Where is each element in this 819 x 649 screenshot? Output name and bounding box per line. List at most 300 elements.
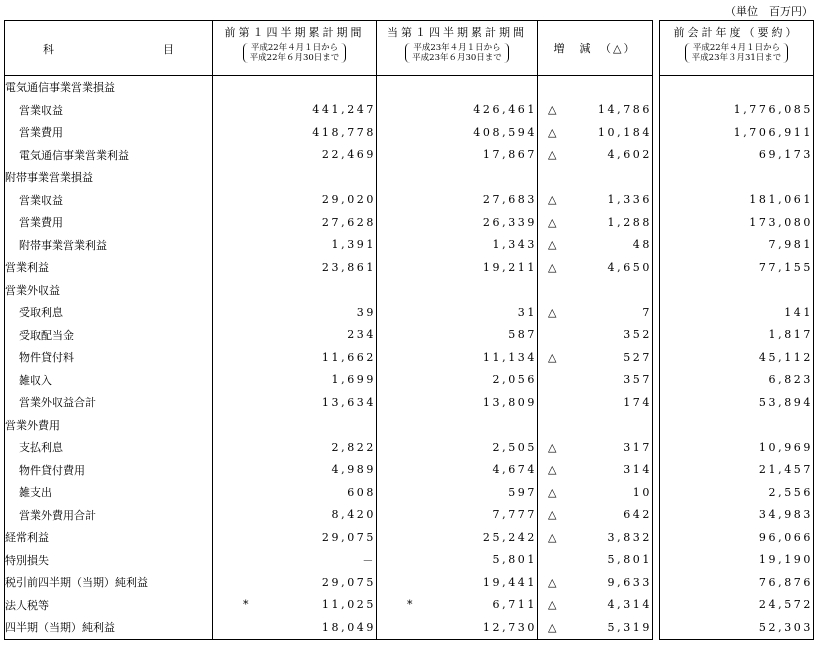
value-curr-period: 25,242: [482, 530, 537, 544]
cell-curr-period: [377, 481, 538, 504]
cell-prev-period: [213, 549, 377, 572]
column-gap: [653, 324, 660, 347]
row-label-text: 営業収益: [19, 193, 63, 207]
cell-prev-period: [213, 189, 377, 212]
cell-change: [538, 189, 653, 212]
value-prev-period: 23,861: [321, 260, 376, 274]
cell-fiscal-year: [660, 166, 814, 189]
cell-prev-period: [213, 459, 377, 482]
row-label-text: 税引前四半期（当期）純利益: [5, 576, 148, 590]
header-item: [5, 21, 213, 76]
value-curr-period: 12,730: [482, 620, 537, 634]
column-gap: [653, 256, 660, 279]
financial-statement-table: [4, 20, 814, 640]
cell-change: [538, 166, 653, 189]
cell-curr-period: [377, 436, 538, 459]
cell-change: [538, 594, 653, 617]
value-fiscal-year: 2,556: [768, 485, 813, 499]
value-prev-period: 1,699: [331, 373, 376, 387]
value-fiscal-year: 53,894: [758, 395, 813, 409]
value-fiscal-year: 76,876: [758, 575, 813, 589]
row-label-text: 営業外収益合計: [19, 396, 96, 410]
value-fiscal-year: 141: [784, 305, 813, 319]
value-change: 48: [632, 238, 652, 252]
cell-fiscal-year: [660, 301, 814, 324]
table-row: [5, 436, 814, 459]
row-label: [5, 369, 213, 392]
value-curr-period: 27,683: [482, 193, 537, 207]
column-gap: [653, 391, 660, 414]
value-prev-period: 608: [347, 485, 376, 499]
value-change: 357: [623, 373, 652, 387]
negative-marker: △: [548, 598, 557, 612]
value-curr-period: 6,711: [492, 598, 537, 612]
cell-fiscal-year: [660, 616, 814, 639]
value-change: 1,336: [607, 193, 652, 207]
row-label-text: 支払利息: [19, 441, 63, 455]
column-gap: [653, 549, 660, 572]
column-gap: [653, 616, 660, 639]
table-row: [5, 481, 814, 504]
cell-curr-period: [377, 459, 538, 482]
value-curr-period: 31: [517, 305, 537, 319]
row-label: [5, 436, 213, 459]
column-gap: [653, 526, 660, 549]
row-label: [5, 99, 213, 122]
cell-fiscal-year: [660, 459, 814, 482]
value-curr-period: 5,801: [492, 553, 537, 567]
negative-marker: △: [548, 485, 557, 499]
cell-prev-period: [213, 121, 377, 144]
cell-fiscal-year: [660, 504, 814, 527]
cell-curr-period: [377, 211, 538, 234]
value-curr-period: 19,441: [482, 575, 537, 589]
column-gap: [653, 481, 660, 504]
value-change: 9,633: [607, 575, 652, 589]
cell-curr-period: [377, 99, 538, 122]
column-gap: [653, 121, 660, 144]
value-prev-period: －: [362, 553, 376, 567]
row-label: [5, 459, 213, 482]
row-label: [5, 616, 213, 639]
value-change: 4,602: [607, 148, 652, 162]
value-fiscal-year: 52,303: [758, 620, 813, 634]
cell-change: [538, 526, 653, 549]
cell-change: [538, 414, 653, 437]
cell-prev-period: [213, 324, 377, 347]
header-change-title: 増 減 （△）: [553, 42, 637, 55]
table-row: [5, 234, 814, 257]
value-prev-period: 8,420: [331, 508, 376, 522]
cell-curr-period: [377, 189, 538, 212]
cell-change: [538, 504, 653, 527]
row-label: [5, 76, 213, 99]
cell-curr-period: [377, 234, 538, 257]
value-change: 10,184: [597, 125, 652, 139]
row-label-text: 営業外収益: [5, 283, 60, 297]
note-marker: *: [407, 598, 413, 612]
negative-marker: △: [548, 305, 557, 319]
header-curr-title: 当第１四半期累計期間: [387, 26, 527, 39]
cell-curr-period: [377, 256, 538, 279]
row-label-text: 法人税等: [5, 598, 49, 612]
value-prev-period: 29,075: [321, 575, 376, 589]
table-row: [5, 99, 814, 122]
value-prev-period: 11,662: [321, 350, 376, 364]
value-prev-period: 29,075: [321, 530, 376, 544]
header-fy-from: 平成22年４月１日から: [692, 43, 781, 53]
cell-fiscal-year: [660, 526, 814, 549]
header-curr-to: 平成23年６月30日まで: [412, 53, 502, 63]
cell-curr-period: [377, 549, 538, 572]
column-gap: [653, 211, 660, 234]
negative-marker: △: [548, 125, 557, 139]
row-label: [5, 279, 213, 302]
row-label: [5, 189, 213, 212]
row-label-text: 四半期（当期）純利益: [5, 621, 115, 635]
cell-fiscal-year: [660, 189, 814, 212]
row-label-text: 営業費用: [19, 216, 63, 230]
cell-fiscal-year: [660, 549, 814, 572]
cell-prev-period: [213, 144, 377, 167]
row-label: [5, 144, 213, 167]
table-row: [5, 391, 814, 414]
table-row: [5, 144, 814, 167]
value-fiscal-year: 10,969: [758, 440, 813, 454]
value-change: 527: [623, 350, 652, 364]
table-row: [5, 211, 814, 234]
row-label-text: 営業外費用合計: [19, 508, 96, 522]
cell-change: [538, 256, 653, 279]
header-item-moku: 目: [163, 43, 174, 56]
header-prev-period: [213, 21, 377, 76]
cell-fiscal-year: [660, 234, 814, 257]
value-change: 4,314: [607, 598, 652, 612]
value-curr-period: 4,674: [492, 463, 537, 477]
value-change: 10: [632, 485, 652, 499]
value-prev-period: 11,025: [321, 598, 376, 612]
row-label: [5, 324, 213, 347]
value-curr-period: 408,594: [473, 125, 537, 139]
cell-prev-period: [213, 526, 377, 549]
header-curr-period: [377, 21, 538, 76]
cell-fiscal-year: [660, 436, 814, 459]
value-curr-period: 1,343: [492, 238, 537, 252]
cell-change: [538, 144, 653, 167]
row-label-text: 電気通信事業営業利益: [19, 148, 129, 162]
table-row: [5, 301, 814, 324]
value-fiscal-year: 96,066: [758, 530, 813, 544]
value-fiscal-year: 69,173: [758, 148, 813, 162]
value-prev-period: 4,989: [331, 463, 376, 477]
value-fiscal-year: 34,983: [758, 508, 813, 522]
value-fiscal-year: 1,776,085: [733, 103, 813, 117]
table-row: [5, 571, 814, 594]
cell-fiscal-year: [660, 256, 814, 279]
cell-change: [538, 76, 653, 99]
cell-fiscal-year: [660, 279, 814, 302]
row-label-text: 営業利益: [5, 261, 49, 275]
row-label: [5, 166, 213, 189]
cell-prev-period: [213, 279, 377, 302]
value-curr-period: 11,134: [482, 350, 537, 364]
value-curr-period: 19,211: [482, 260, 537, 274]
cell-change: [538, 346, 653, 369]
table-row: [5, 414, 814, 437]
row-label-text: 営業収益: [19, 103, 63, 117]
header-fy-title: 前会計年度（要約）: [673, 26, 800, 39]
row-label-text: 物件貸付料: [19, 351, 74, 365]
cell-prev-period: [213, 346, 377, 369]
cell-prev-period: [213, 234, 377, 257]
value-change: 314: [623, 463, 652, 477]
negative-marker: △: [548, 148, 557, 162]
value-change: 4,650: [607, 260, 652, 274]
cell-fiscal-year: [660, 414, 814, 437]
cell-change: [538, 99, 653, 122]
value-change: 5,319: [607, 620, 652, 634]
value-change: 317: [623, 440, 652, 454]
cell-fiscal-year: [660, 594, 814, 617]
cell-fiscal-year: [660, 76, 814, 99]
negative-marker: △: [548, 440, 557, 454]
value-fiscal-year: 173,080: [749, 215, 813, 229]
row-label: [5, 414, 213, 437]
table-row: [5, 594, 814, 617]
value-prev-period: 18,049: [321, 620, 376, 634]
value-change: 14,786: [597, 103, 652, 117]
row-label: [5, 481, 213, 504]
row-label: [5, 571, 213, 594]
header-fy-range: [685, 43, 789, 63]
value-prev-period: 418,778: [312, 125, 376, 139]
value-prev-period: 234: [347, 328, 376, 342]
cell-change: [538, 211, 653, 234]
header-prev-title: 前第１四半期累計期間: [224, 26, 365, 39]
column-gap: [653, 346, 660, 369]
cell-prev-period: [213, 256, 377, 279]
value-fiscal-year: 181,061: [749, 193, 813, 207]
row-label-text: 電気通信事業営業損益: [5, 81, 115, 95]
negative-marker: △: [548, 350, 557, 364]
column-gap: [653, 21, 660, 76]
table-row: [5, 166, 814, 189]
cell-prev-period: [213, 616, 377, 639]
cell-change: [538, 324, 653, 347]
cell-fiscal-year: [660, 144, 814, 167]
column-gap: [653, 571, 660, 594]
cell-curr-period: [377, 279, 538, 302]
row-label: [5, 121, 213, 144]
value-fiscal-year: 6,823: [768, 373, 813, 387]
cell-fiscal-year: [660, 211, 814, 234]
value-fiscal-year: 77,155: [758, 260, 813, 274]
value-prev-period: 1,391: [331, 238, 376, 252]
row-label-text: 附帯事業営業損益: [5, 171, 93, 185]
negative-marker: △: [548, 530, 557, 544]
value-fiscal-year: 1,817: [768, 328, 813, 342]
cell-fiscal-year: [660, 481, 814, 504]
cell-change: [538, 234, 653, 257]
value-curr-period: 26,339: [482, 215, 537, 229]
column-gap: [653, 459, 660, 482]
row-label-text: 営業費用: [19, 126, 63, 140]
table-row: [5, 549, 814, 572]
cell-curr-period: [377, 594, 538, 617]
column-gap: [653, 99, 660, 122]
row-label-text: 特別損失: [5, 553, 49, 567]
cell-change: [538, 121, 653, 144]
cell-prev-period: [213, 166, 377, 189]
row-label: [5, 211, 213, 234]
value-curr-period: 2,505: [492, 440, 537, 454]
cell-curr-period: [377, 391, 538, 414]
cell-change: [538, 571, 653, 594]
unit-label: （単位 百万円）: [725, 5, 813, 18]
negative-marker: △: [548, 193, 557, 207]
value-change: 3,832: [607, 530, 652, 544]
table-row: [5, 504, 814, 527]
table-row: [5, 189, 814, 212]
table-row: [5, 369, 814, 392]
header-prev-from: 平成22年４月１日から: [250, 43, 339, 53]
cell-change: [538, 369, 653, 392]
negative-marker: △: [548, 260, 557, 274]
value-fiscal-year: 45,112: [758, 350, 813, 364]
row-label: [5, 234, 213, 257]
value-fiscal-year: 21,457: [758, 463, 813, 477]
cell-prev-period: [213, 571, 377, 594]
cell-fiscal-year: [660, 391, 814, 414]
value-prev-period: 22,469: [321, 148, 376, 162]
value-curr-period: 597: [508, 485, 537, 499]
cell-curr-period: [377, 369, 538, 392]
row-label: [5, 346, 213, 369]
header-prev-to: 平成22年６月30日まで: [249, 53, 340, 63]
table-row: [5, 279, 814, 302]
negative-marker: △: [548, 620, 557, 634]
row-label: [5, 594, 213, 617]
cell-prev-period: [213, 211, 377, 234]
cell-fiscal-year: [660, 571, 814, 594]
negative-marker: △: [548, 508, 557, 522]
value-change: 5,801: [607, 553, 652, 567]
cell-curr-period: [377, 166, 538, 189]
row-label: [5, 256, 213, 279]
row-label: [5, 549, 213, 572]
cell-prev-period: [213, 504, 377, 527]
negative-marker: △: [548, 463, 557, 477]
cell-curr-period: [377, 346, 538, 369]
cell-prev-period: [213, 391, 377, 414]
cell-change: [538, 391, 653, 414]
cell-prev-period: [213, 99, 377, 122]
value-curr-period: 7,777: [492, 508, 537, 522]
column-gap: [653, 234, 660, 257]
row-label: [5, 391, 213, 414]
value-prev-period: 2,822: [331, 440, 376, 454]
row-label: [5, 504, 213, 527]
value-prev-period: 13,634: [321, 395, 376, 409]
table-row: [5, 526, 814, 549]
value-fiscal-year: 24,572: [758, 598, 813, 612]
cell-curr-period: [377, 144, 538, 167]
cell-fiscal-year: [660, 99, 814, 122]
value-change: 1,288: [607, 215, 652, 229]
value-curr-period: 2,056: [492, 373, 537, 387]
value-change: 174: [623, 395, 652, 409]
value-fiscal-year: 7,981: [768, 238, 813, 252]
column-gap: [653, 436, 660, 459]
value-curr-period: 426,461: [473, 103, 537, 117]
cell-fiscal-year: [660, 346, 814, 369]
value-prev-period: 27,628: [321, 215, 376, 229]
value-prev-period: 29,020: [321, 193, 376, 207]
cell-change: [538, 481, 653, 504]
cell-change: [538, 549, 653, 572]
value-curr-period: 587: [508, 328, 537, 342]
table-row: [5, 256, 814, 279]
value-change: 7: [642, 305, 652, 319]
row-label-text: 物件貸付費用: [19, 463, 85, 477]
value-curr-period: 17,867: [482, 148, 537, 162]
cell-prev-period: [213, 436, 377, 459]
value-fiscal-year: 19,190: [758, 553, 813, 567]
cell-curr-period: [377, 324, 538, 347]
header-curr-from: 平成23年４月１日から: [413, 43, 501, 53]
cell-prev-period: [213, 594, 377, 617]
cell-curr-period: [377, 301, 538, 324]
value-change: 642: [623, 508, 652, 522]
row-label-text: 経常利益: [5, 531, 49, 545]
cell-fiscal-year: [660, 369, 814, 392]
cell-curr-period: [377, 616, 538, 639]
cell-change: [538, 436, 653, 459]
cell-prev-period: [213, 414, 377, 437]
row-label-text: 受取配当金: [19, 328, 74, 342]
value-prev-period: 441,247: [312, 103, 376, 117]
column-gap: [653, 279, 660, 302]
cell-change: [538, 279, 653, 302]
row-label-text: 附帯事業営業利益: [19, 238, 107, 252]
value-fiscal-year: 1,706,911: [733, 125, 813, 139]
header-prev-range: [243, 43, 347, 63]
negative-marker: △: [548, 103, 557, 117]
cell-curr-period: [377, 571, 538, 594]
row-label: [5, 301, 213, 324]
row-label-text: 雑収入: [19, 373, 52, 387]
table-row: [5, 76, 814, 99]
cell-curr-period: [377, 121, 538, 144]
table-row: [5, 121, 814, 144]
cell-change: [538, 301, 653, 324]
column-gap: [653, 414, 660, 437]
table-row: [5, 459, 814, 482]
header-fiscal-year: [660, 21, 814, 76]
cell-curr-period: [377, 526, 538, 549]
column-gap: [653, 189, 660, 212]
negative-marker: △: [548, 238, 557, 252]
value-prev-period: 39: [356, 305, 376, 319]
column-gap: [653, 594, 660, 617]
table-row: [5, 324, 814, 347]
value-change: 352: [623, 328, 652, 342]
cell-curr-period: [377, 76, 538, 99]
column-gap: [653, 166, 660, 189]
column-gap: [653, 369, 660, 392]
column-gap: [653, 301, 660, 324]
header-curr-range: [405, 43, 509, 63]
